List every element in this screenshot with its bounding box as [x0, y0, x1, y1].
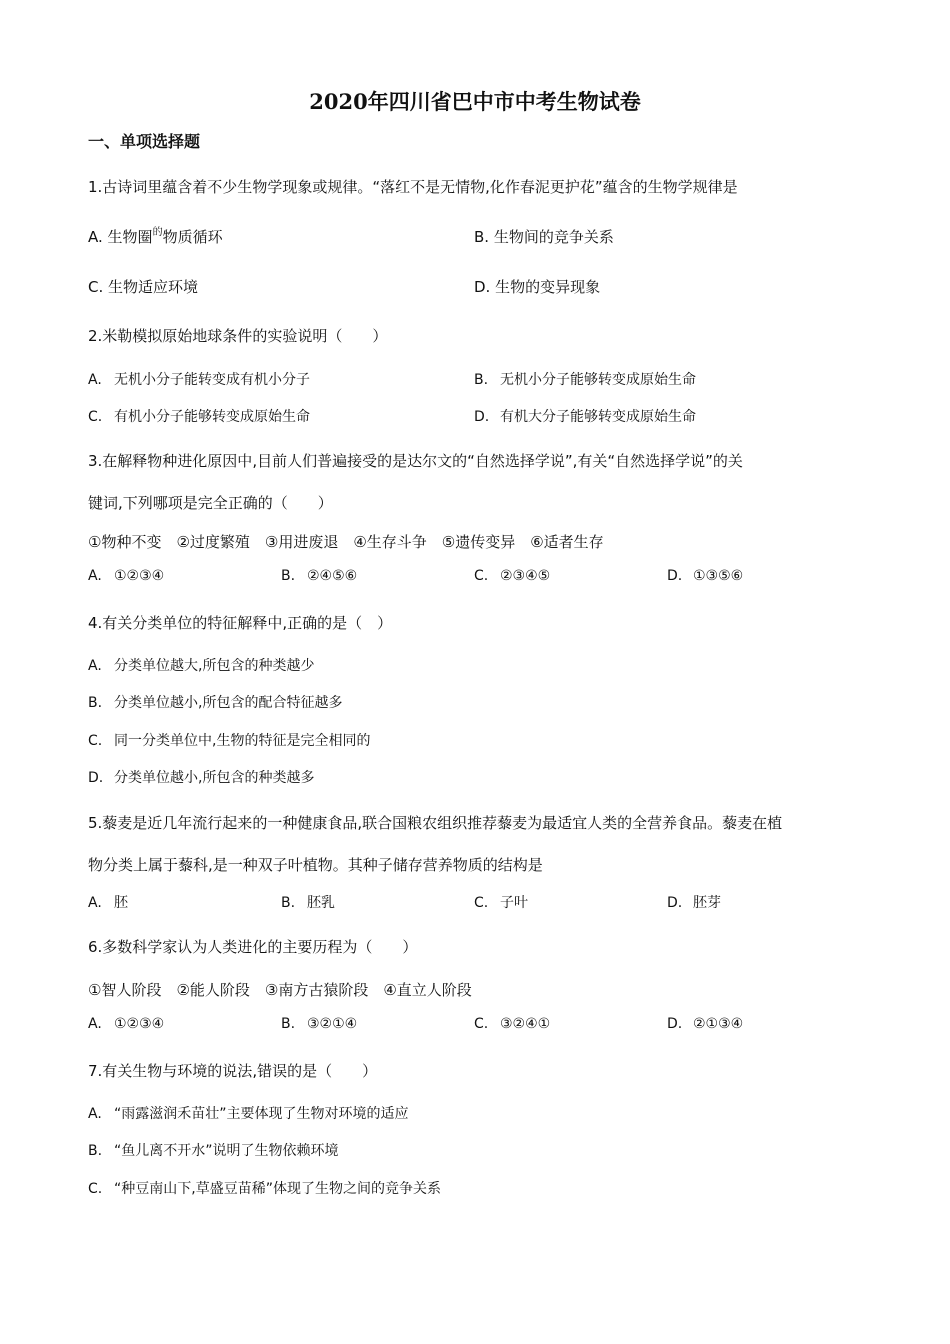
option-text: 胚芽	[693, 895, 721, 911]
question-3-option-b	[281, 568, 357, 584]
option-text: 分类单位越小,所包含的配合特征越多	[114, 695, 343, 711]
option-letter: D.	[88, 770, 104, 786]
option-letter: B.	[88, 1143, 103, 1159]
option-letter: B.	[88, 695, 103, 711]
question-4-option-c	[88, 730, 370, 750]
question-2-option-a	[88, 369, 310, 389]
option-text: 子叶	[500, 895, 528, 911]
option-text: ②③④⑤	[500, 568, 551, 584]
question-2-option-b	[474, 369, 696, 389]
option-letter: D.	[667, 895, 683, 911]
question-3-stem-line-2: 键词,下列哪项是完全正确的（ ）	[88, 494, 333, 512]
question-6-items: ①智人阶段 ②能人阶段 ③南方古猿阶段 ④直立人阶段	[88, 981, 472, 999]
question-6-stem: 6.多数科学家认为人类进化的主要历程为（ ）	[88, 938, 418, 956]
option-text: 无机小分子能转变成有机小分子	[114, 372, 310, 388]
question-4-option-a	[88, 655, 314, 675]
question-2-option-c	[88, 406, 310, 426]
option-text: 有机大分子能够转变成原始生命	[500, 409, 696, 425]
option-text: 同一分类单位中,生物的特征是完全相同的	[114, 733, 371, 749]
option-letter: D.	[667, 1016, 683, 1032]
question-7-option-c	[88, 1178, 441, 1198]
option-letter: D.	[474, 409, 490, 425]
question-7-stem: 7.有关生物与环境的说法,错误的是（ ）	[88, 1062, 378, 1080]
option-letter: C.	[474, 895, 489, 911]
question-7-option-a	[88, 1103, 409, 1123]
option-text: 生物间的竞争关系	[493, 228, 614, 246]
option-text: 有机小分子能够转变成原始生命	[114, 409, 310, 425]
option-text: ③②①④	[307, 1016, 358, 1032]
page-title: 2020年四川省巴中市中考生物试卷	[309, 89, 641, 114]
question-1-stem: 1.古诗词里蕴含着不少生物学现象或规律。“落红不是无情物,化作春泥更护花”蕴含的生物学规律是	[88, 178, 738, 196]
question-5-option-c	[474, 892, 528, 912]
option-letter: A.	[88, 658, 102, 674]
option-letter: C.	[88, 278, 104, 296]
option-letter: D.	[667, 568, 683, 584]
option-letter: B.	[281, 1016, 296, 1032]
option-text: ②④⑤⑥	[307, 568, 358, 584]
option-text: 胚	[114, 895, 128, 911]
section-heading: 一、单项选择题	[88, 132, 201, 151]
option-letter: C.	[474, 568, 489, 584]
question-6-option-a	[88, 1016, 164, 1032]
option-text: 胚乳	[307, 895, 335, 911]
question-4-option-b	[88, 692, 342, 712]
question-7-option-b	[88, 1140, 339, 1160]
question-1-option-d	[474, 276, 600, 297]
option-letter: A.	[88, 1016, 102, 1032]
question-5-stem-line-2: 物分类上属于藜科,是一种双子叶植物。其种子储存营养物质的结构是	[88, 856, 543, 874]
option-letter: B.	[281, 895, 296, 911]
option-letter: C.	[88, 733, 103, 749]
option-letter: A.	[88, 895, 102, 911]
option-text: ②①③④	[693, 1016, 744, 1032]
option-letter: A.	[88, 568, 102, 584]
option-text: “雨露滋润禾苗壮”主要体现了生物对环境的适应	[114, 1106, 409, 1122]
option-text: 分类单位越大,所包含的种类越少	[114, 658, 315, 674]
option-text-superscript: 的	[152, 227, 163, 238]
option-text: 物质循环	[162, 228, 223, 246]
option-text: 生物圈	[107, 228, 153, 246]
option-letter: C.	[474, 1016, 489, 1032]
option-text: 生物的变异现象	[495, 278, 601, 296]
option-letter: A.	[88, 228, 103, 246]
question-2-option-d	[474, 406, 696, 426]
option-text: ①③⑤⑥	[693, 568, 744, 584]
question-6-option-c	[474, 1016, 550, 1032]
question-6-option-d	[667, 1016, 743, 1032]
question-5-option-b	[281, 892, 335, 912]
option-text: 生物适应环境	[108, 278, 199, 296]
option-text: “鱼儿离不开水”说明了生物依赖环境	[114, 1143, 339, 1159]
question-6-option-b	[281, 1016, 357, 1032]
option-letter: B.	[281, 568, 296, 584]
question-1-option-a	[88, 226, 223, 247]
option-text: ③②④①	[500, 1016, 551, 1032]
option-letter: B.	[474, 372, 489, 388]
option-letter: A.	[88, 372, 102, 388]
question-4-option-d	[88, 767, 314, 787]
question-3-option-c	[474, 568, 550, 584]
option-text: ①②③④	[114, 1016, 165, 1032]
question-1-option-b	[474, 226, 614, 247]
option-text: ①②③④	[114, 568, 165, 584]
question-3-items: ①物种不变 ②过度繁殖 ③用进废退 ④生存斗争 ⑤遗传变异 ⑥适者生存	[88, 533, 604, 551]
option-text: 无机小分子能够转变成原始生命	[500, 372, 696, 388]
option-letter: C.	[88, 409, 103, 425]
option-text: “种豆南山下,草盛豆苗稀”体现了生物之间的竞争关系	[114, 1181, 441, 1197]
question-3-option-a	[88, 568, 164, 584]
option-letter: C.	[88, 1181, 103, 1197]
question-2-stem: 2.米勒模拟原始地球条件的实验说明（ ）	[88, 327, 388, 345]
option-letter: B.	[474, 228, 490, 246]
question-5-stem-line-1: 5.藜麦是近几年流行起来的一种健康食品,联合国粮农组织推荐藜麦为最适宜人类的全营养食品。藜麦在植	[88, 814, 783, 832]
question-5-option-d	[667, 892, 721, 912]
question-3-stem-line-1: 3.在解释物种进化原因中,目前人们普遍接受的是达尔文的“自然选择学说”,有关“自然选择学说”的关	[88, 452, 743, 470]
option-letter: A.	[88, 1106, 102, 1122]
question-5-option-a	[88, 892, 128, 912]
question-4-stem: 4.有关分类单位的特征解释中,正确的是（ ）	[88, 614, 393, 632]
question-1-option-c	[88, 276, 198, 297]
question-3-option-d	[667, 568, 743, 584]
option-text: 分类单位越小,所包含的种类越多	[114, 770, 315, 786]
option-letter: D.	[474, 278, 491, 296]
